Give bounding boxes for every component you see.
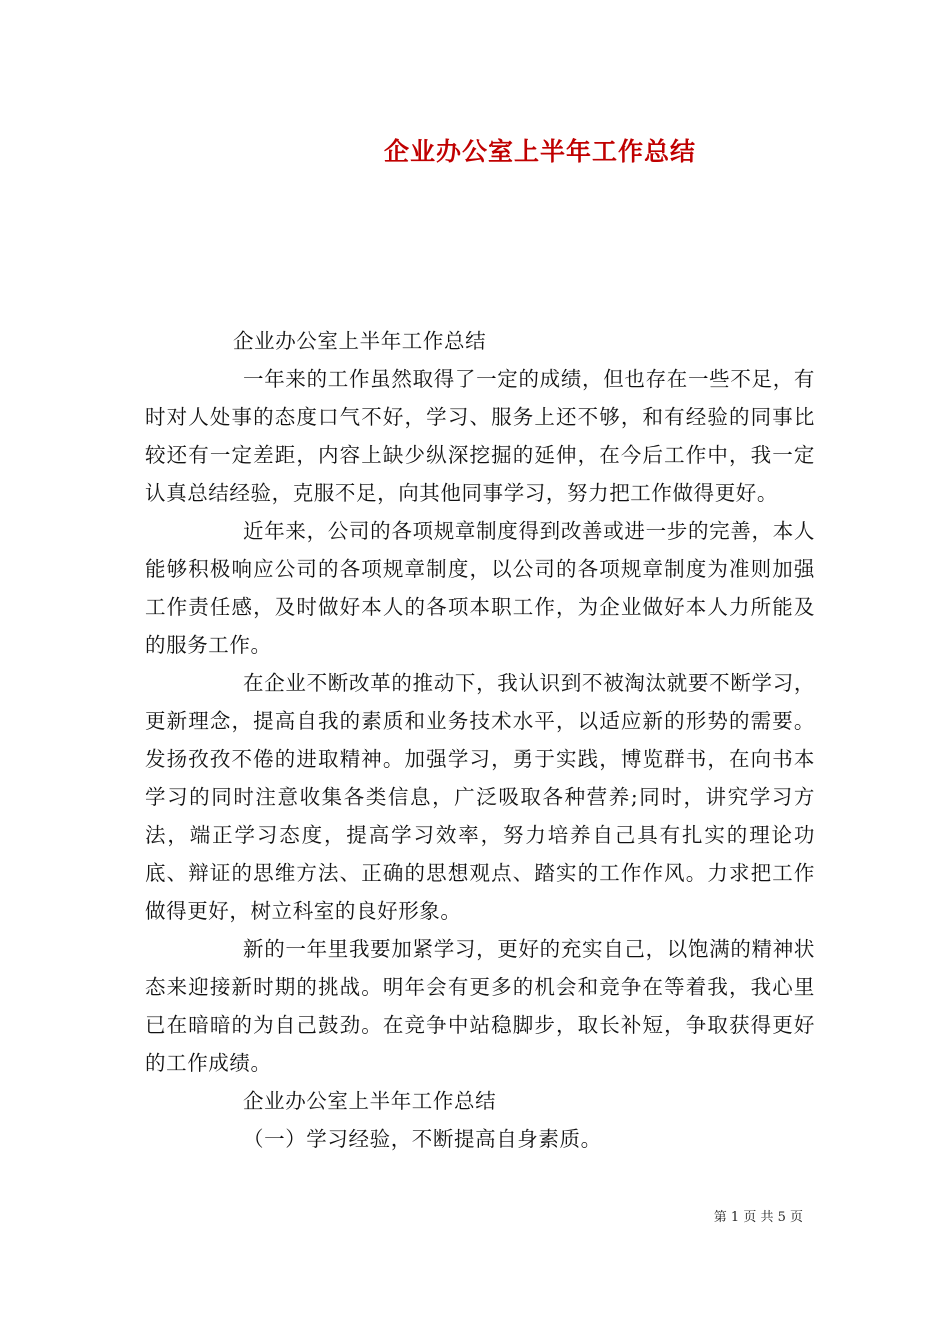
paragraph-3: 在企业不断改革的推动下，我认识到不被淘汰就要不断学习，更新理念，提高自我的素质和业务技术水平，以适应新的形势的需要。发扬孜孜不倦的进取精神。加强学习，勇于实践，博览群书，在向书本学习的同时注意收集各类信息，广泛吸取各种营养;同时，讲究学习方法，端正学习态度，提高学习效率，努力培养自己具有扎实的理论功底、辩证的思维方法、正确的思想观点、踏实的工作作风。力求把工作做得更好，树立科室的良好形象。 — [145, 671, 815, 923]
section-heading: （一）学习经验，不断提高自身素质。 — [243, 1127, 602, 1151]
paragraph-1: 一年来的工作虽然取得了一定的成绩，但也存在一些不足，有时对人处事的态度口气不好，学习、服务上还不够，和有经验的同事比较还有一定差距，内容上缺少纵深挖掘的延伸，在今后工作中，我一定认真总结经验，克服不足，向其他同事学习，努力把工作做得更好。 — [145, 367, 815, 505]
document-title: 企业办公室上半年工作总结 — [383, 137, 696, 166]
body-heading: 企业办公室上半年工作总结 — [233, 329, 487, 353]
page-number: 第 1 页 共 5 页 — [713, 1210, 803, 1225]
document-body — [145, 322, 815, 1158]
paragraph-4: 新的一年里我要加紧学习，更好的充实自己，以饱满的精神状态来迎接新时期的挑战。明年会有更多的机会和竞争在等着我，我心里已在暗暗的为自己鼓劲。在竞争中站稳脚步，取长补短，争取获得更好的工作成绩。 — [145, 937, 815, 1075]
body-heading-repeat: 企业办公室上半年工作总结 — [243, 1089, 497, 1113]
paragraph-2: 近年来，公司的各项规章制度得到改善或进一步的完善，本人能够积极响应公司的各项规章制度，以公司的各项规章制度为准则加强工作责任感，及时做好本人的各项本职工作，为企业做好本人力所能及的服务工作。 — [145, 519, 815, 657]
